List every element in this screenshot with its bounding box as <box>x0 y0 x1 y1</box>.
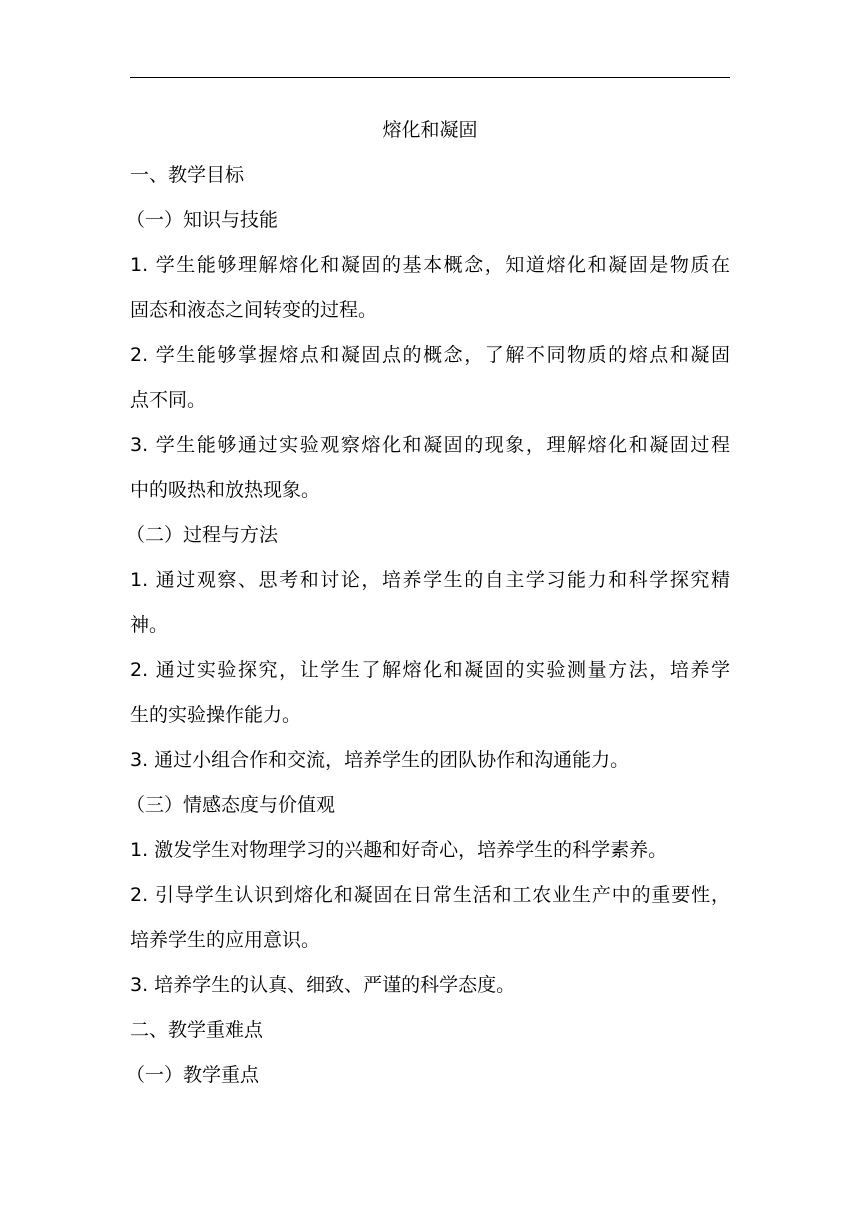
list-item-line: 2. 引导学生认识到熔化和凝固在日常生活和工农业生产中的重要性， <box>130 884 730 906</box>
list-item-line: 固态和液态之间转变的过程。 <box>130 299 378 321</box>
subsection-heading-knowledge: （一）知识与技能 <box>126 209 279 231</box>
list-item-line: 1. 通过观察、思考和讨论，培养学生的自主学习能力和科学探究精 <box>130 569 730 591</box>
list-item-line: 3. 培养学生的认真、细致、严谨的科学态度。 <box>130 974 516 996</box>
list-item-line: 3. 学生能够通过实验观察熔化和凝固的现象，理解熔化和凝固过程 <box>130 434 730 456</box>
section-heading-objectives: 一、教学目标 <box>130 164 245 186</box>
list-item-line: 1. 激发学生对物理学习的兴趣和好奇心，培养学生的科学素养。 <box>130 839 668 861</box>
list-item-line: 2. 通过实验探究，让学生了解熔化和凝固的实验测量方法，培养学 <box>130 659 730 681</box>
list-item-line: 3. 通过小组合作和交流，培养学生的团队协作和沟通能力。 <box>130 749 630 771</box>
document-title: 熔化和凝固 <box>382 119 478 141</box>
list-item-line: 神。 <box>130 614 169 636</box>
subsection-heading-attitude: （三）情感态度与价值观 <box>126 794 336 816</box>
list-item-line: 生的实验操作能力。 <box>130 704 302 726</box>
section-heading-key-points: 二、教学重难点 <box>130 1019 264 1041</box>
subsection-heading-teaching-focus: （一）教学重点 <box>126 1064 260 1086</box>
subsection-heading-process: （二）过程与方法 <box>126 524 279 546</box>
list-item-line: 点不同。 <box>130 389 207 411</box>
list-item-line: 培养学生的应用意识。 <box>130 929 321 951</box>
list-item-line: 2. 学生能够掌握熔点和凝固点的概念，了解不同物质的熔点和凝固 <box>130 344 730 366</box>
header-rule <box>130 77 730 78</box>
document-body <box>126 108 730 1098</box>
list-item-line: 中的吸热和放热现象。 <box>130 479 321 501</box>
list-item-line: 1. 学生能够理解熔化和凝固的基本概念，知道熔化和凝固是物质在 <box>130 254 730 276</box>
